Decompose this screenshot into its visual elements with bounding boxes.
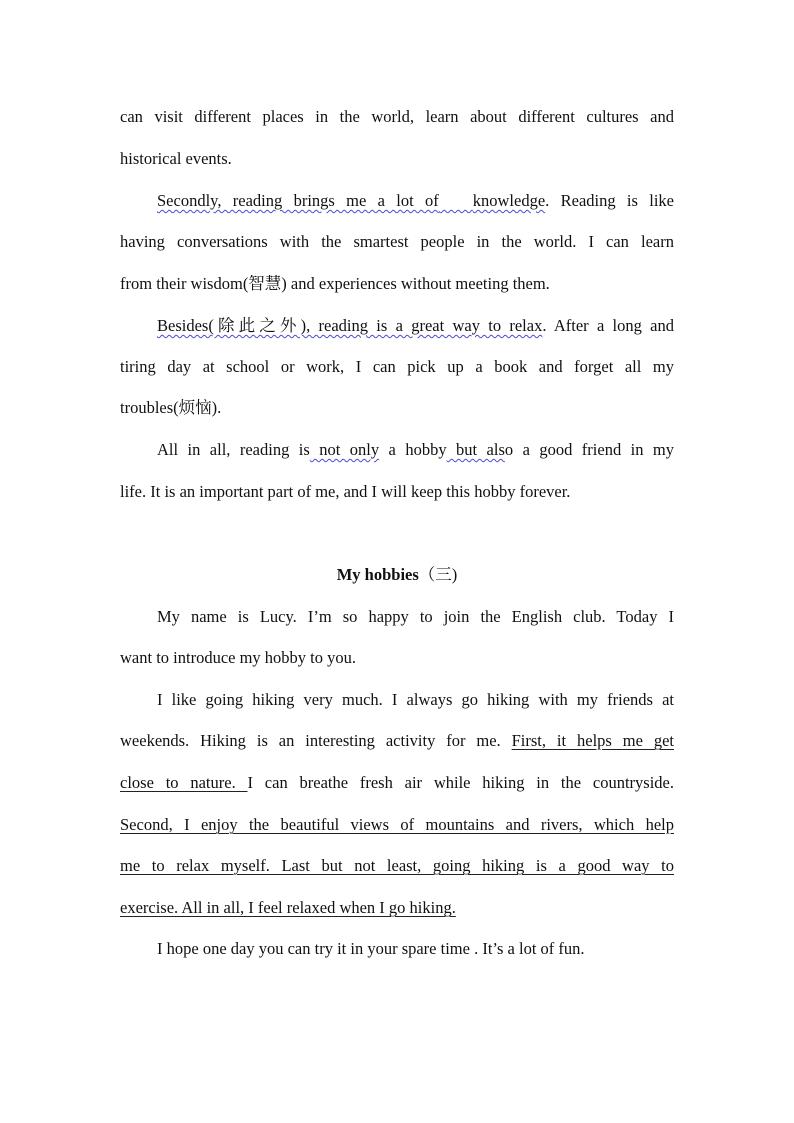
paragraph-secondly xyxy=(157,191,674,211)
underlined-phrase: close to nature. xyxy=(120,773,248,792)
highlighted-phrase: Secondly, reading brings me a lot of xyxy=(157,191,439,210)
underlined-line: exercise. All in all, I feel relaxed when I go hiking. xyxy=(120,898,456,917)
text-line: want to introduce my hobby to you. xyxy=(120,648,357,667)
highlighted-word: knowledge xyxy=(472,191,546,210)
text-line: can visit different places in the world, learn about different cultures and xyxy=(120,107,674,126)
paragraph-hiking xyxy=(120,731,674,751)
title-text: My hobbies xyxy=(336,565,419,584)
section-title xyxy=(0,565,794,585)
title-number: （三) xyxy=(418,565,458,584)
highlighted-phrase: but als xyxy=(446,440,505,459)
paragraph-besides xyxy=(157,316,674,336)
underlined-line: me to relax myself. Last but not least, going hiking is a good way to xyxy=(120,856,674,875)
text-run: All in all, reading is xyxy=(157,440,310,459)
highlighted-phrase: Besides(除此之外), reading is a great way to relax xyxy=(157,316,543,335)
text-line xyxy=(120,898,674,918)
text-line: historical events. xyxy=(120,149,232,168)
text-run: . After a long and xyxy=(542,316,674,335)
text-run: weekends. Hiking is an interesting activity for me. xyxy=(120,731,512,750)
text-line: I hope one day you can try it in your spare time . It’s a lot of fun. xyxy=(157,939,585,958)
paragraph-all-in-all xyxy=(157,440,674,460)
text-line xyxy=(120,773,674,793)
underlined-line: Second, I enjoy the beautiful views of mountains and rivers, which help xyxy=(120,815,674,834)
text-line: from their wisdom(智慧) and experiences without meeting them. xyxy=(120,274,550,293)
underlined-phrase: First, it helps me get xyxy=(511,731,674,750)
text-line: I like going hiking very much. I always go hiking with my friends at xyxy=(157,690,674,709)
spacer xyxy=(439,191,473,210)
text-run: . Reading is like xyxy=(545,191,675,210)
text-run: I can breathe fresh air while hiking in the countryside. xyxy=(247,773,674,792)
text-run: a hobby xyxy=(379,440,447,459)
text-line: having conversations with the smartest people in the world. I can learn xyxy=(120,232,674,251)
text-line: life. It is an important part of me, and I will keep this hobby forever. xyxy=(120,482,571,501)
text-line: My name is Lucy. I’m so happy to join the English club. Today I xyxy=(157,607,674,626)
text-run: o a good friend in my xyxy=(504,440,674,459)
highlighted-phrase: not only xyxy=(309,440,380,459)
text-line: tiring day at school or work, I can pick up a book and forget all my xyxy=(120,357,674,376)
text-line: troubles(烦恼). xyxy=(120,398,222,417)
